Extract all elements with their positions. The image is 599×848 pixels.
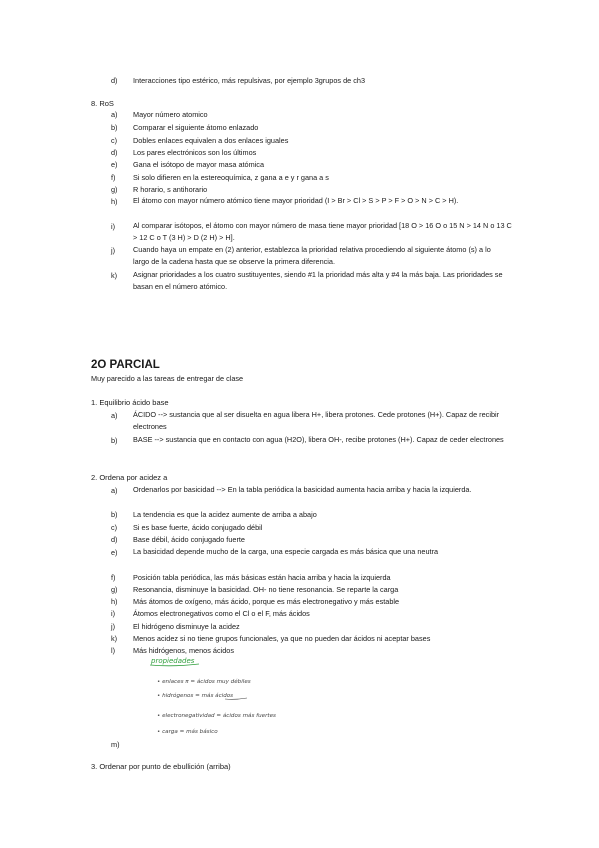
list-label: a) [111, 411, 118, 420]
list-label: i) [111, 222, 116, 231]
list-label: k) [111, 634, 118, 643]
list-label: a) [111, 110, 118, 119]
list-item-text: La tendencia es que la acidez aumente de arriba a abajo [133, 510, 317, 519]
page-title: 2O PARCIAL [91, 359, 160, 371]
list-item-text: Al comparar isótopos, el átomo con mayor número de masa tiene mayor prioridad [18 O > 16 O o 15 N > 14 N o 13 C > 12 C o T (3 H) > D (2 H) > H]. [133, 221, 512, 242]
section-heading-ros: 8. RoS [91, 99, 114, 108]
list-item-text: Comparar el siguiente átomo enlazado [133, 123, 259, 132]
list-item-text: Menos acidez si no tiene grupos funcionales, ya que no pueden dar ácidos ni aceptar bases [133, 634, 431, 643]
list-label: e) [111, 160, 118, 169]
note-line: • enlaces π = ácidos muy débiles [157, 679, 251, 685]
list-item-text: Mayor número atomico [133, 110, 208, 119]
list-item-text: Cuando haya un empate en (2) anterior, establezca la prioridad relativa procediendo al siguiente átomo (s) a lo largo de la cadena hasta que se observe la primera diferencia. [133, 245, 491, 266]
list-label: c) [111, 136, 118, 145]
list-item-text: Si solo difieren en la estereoquímica, z gana a e y r gana a s [133, 173, 329, 182]
list-label: g) [111, 585, 118, 594]
list-label: h) [111, 597, 118, 606]
list-label: h) [111, 197, 118, 206]
list-item-text: Resonancia, disminuye la basicidad. OH- no tiene resonancia. Se reparte la carga [133, 585, 399, 594]
list-label: f) [111, 173, 116, 182]
list-label: d) [111, 148, 118, 157]
list-label: d) [111, 535, 118, 544]
list-label: j) [111, 246, 116, 255]
list-label: j) [111, 622, 116, 631]
list-item-text: Más hidrógenos, menos ácidos [133, 646, 234, 655]
list-item-text: El átomo con mayor número atómico tiene mayor prioridad (I > Br > Cl > S > P > F > O > N > C > H). [133, 196, 459, 205]
list-label: b) [111, 123, 118, 132]
list-label: f) [111, 573, 116, 582]
list-label: g) [111, 185, 118, 194]
page-subtitle: Muy parecido a las tareas de entregar de clase [91, 374, 244, 383]
list-label: b) [111, 436, 118, 445]
list-label: d) [111, 76, 118, 85]
list-item-text: El hidrógeno disminuye la acidez [133, 622, 240, 631]
list-label: k) [111, 271, 118, 280]
list-item-text: BASE --> sustancia que en contacto con agua (H2O), libera OH-, recibe protones (H+). Capaz de ceder electrones [133, 435, 504, 444]
list-label: c) [111, 523, 118, 532]
list-item-text: Posición tabla periódica, las más básicas están hacia arriba y hacia la izquierda [133, 573, 391, 582]
list-item-text: Asignar prioridades a los cuatro sustituyentes, siendo #1 la prioridad más alta y #4 la más baja. Las prioridades se basan en el número atómico. [133, 270, 503, 291]
section-heading-equilibrio: 1. Equilibrio ácido base [91, 398, 169, 407]
note-line: • electronegatividad = ácidos más fuertes [157, 713, 276, 719]
list-label: m) [111, 740, 120, 749]
list-item-text: Átomos electronegativos como el Cl o el F, más ácidos [133, 609, 310, 618]
list-label: l) [111, 646, 116, 655]
list-label: a) [111, 486, 118, 495]
list-item-text: La basicidad depende mucho de la carga, una especie cargada es más básica que una neutra [133, 547, 439, 556]
note-line: • carga = más básico [157, 729, 218, 735]
handwritten-note-image [143, 652, 308, 742]
list-item-text: Base débil, ácido conjugado fuerte [133, 535, 245, 544]
list-item-text: R horario, s antihorario [133, 185, 208, 194]
section-heading-acidez: 2. Ordena por acidez a [91, 473, 168, 482]
note-line: • hidrógenos = más ácidos [157, 693, 234, 699]
list-item-text: Más átomos de oxígeno, más ácido, porque es más electronegativo y más estable [133, 597, 400, 606]
list-item-text: Dobles enlaces equivalen a dos enlaces iguales [133, 136, 289, 145]
section-heading-ebullicion: 3. Ordenar por punto de ebullición (arriba) [91, 762, 231, 771]
note-heading: propiedades [151, 657, 195, 665]
list-item-text: Si es base fuerte, ácido conjugado débil [133, 523, 263, 532]
list-label: i) [111, 609, 116, 618]
list-item-text: Los pares electrónicos son los últimos [133, 148, 257, 157]
list-label: b) [111, 510, 118, 519]
list-label: e) [111, 548, 118, 557]
list-item-text: Ordenarlos por basicidad --> En la tabla periódica la basicidad aumenta hacia arriba y hacia la izquierda. [133, 485, 472, 494]
list-item-text: Gana el isótopo de mayor masa atómica [133, 160, 265, 169]
list-item-text: Interacciones tipo estérico, más repulsivas, por ejemplo 3grupos de ch3 [133, 76, 366, 85]
list-item-text: ÁCIDO --> sustancia que al ser disuelta en agua libera H+, libera protones. Cede protones (H+). Capaz de recibir electrones [133, 410, 500, 431]
